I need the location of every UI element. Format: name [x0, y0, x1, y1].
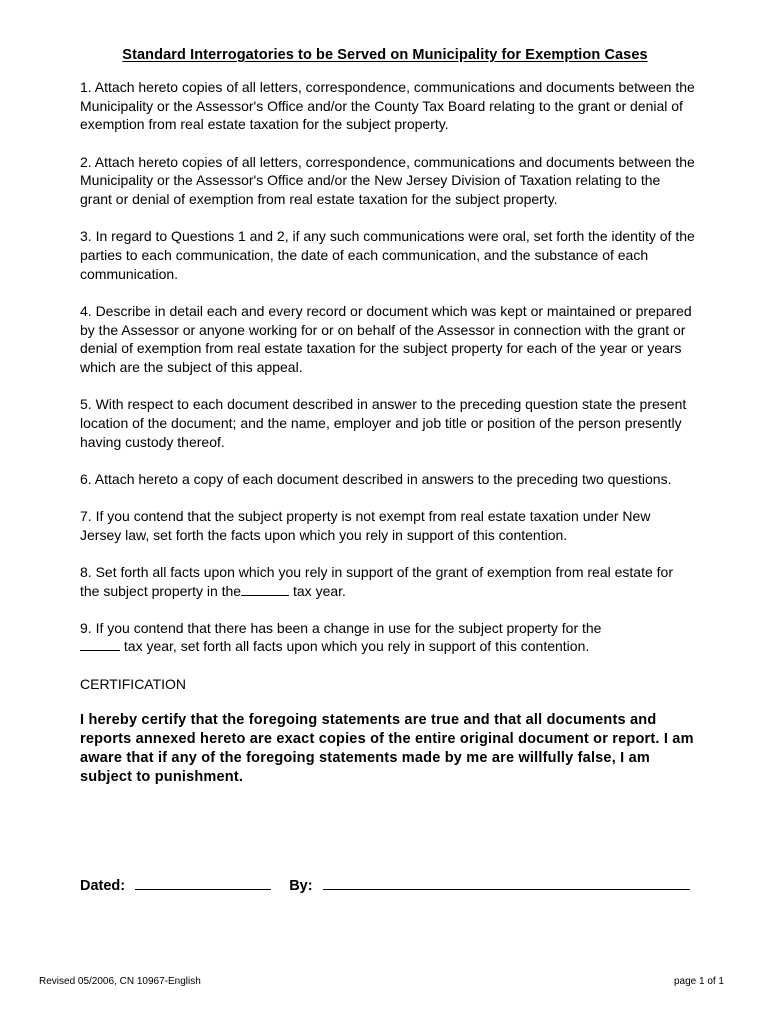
- question-9: [80, 619, 695, 656]
- page-title: Standard Interrogatories to be Served on Municipality for Exemption Cases: [122, 47, 648, 63]
- question-4: 4. Describe in detail each and every record or document which was kept or maintained or prepared by the Assessor or anyone working for or on behalf of the Assessor in connection with the grant or denial of exemption from real estate taxation for the subject property for each of the year or years which are the subject of this appeal.: [80, 302, 692, 375]
- question-1: 1. Attach hereto copies of all letters, correspondence, communications and documents between the Municipality or the Assessor's Office and/or the County Tax Board relating to the grant or denial of exemption from real estate taxation for the subject property.: [80, 79, 695, 133]
- signature-field[interactable]: [323, 876, 690, 890]
- question-7: 7. If you contend that the subject property is not exempt from real estate taxation under New Jersey law, set forth the facts upon which you rely in support of this contention.: [80, 507, 651, 543]
- question-8: [80, 563, 695, 600]
- question-9-text: 9. If you contend that there has been a change in use for the subject property for the: [80, 619, 602, 636]
- interrogatories-body: [80, 78, 695, 787]
- question-6: 6. Attach hereto a copy of each document described in answers to the preceding two questions.: [80, 470, 672, 487]
- tax-year-blank-field[interactable]: [241, 583, 289, 596]
- revision-footer: Revised 05/2006, CN 10967-English: [39, 976, 201, 987]
- certification-heading: CERTIFICATION: [80, 675, 187, 692]
- certification-statement: I hereby certify that the foregoing statements are true and that all documents and reports annexed hereto are exact copies of the entire original document or report. I am aware that if any of the foregoing statements made by me are willfully false, I am subject to punishment.: [80, 712, 694, 786]
- question-2: 2. Attach hereto copies of all letters, correspondence, communications and documents between the Municipality or the Assessor's Office and/or the New Jersey Division of Taxation relating to the grant or denial of exemption from real estate taxation for the subject property.: [80, 153, 695, 208]
- question-5: 5. With respect to each document described in answer to the preceding question state the present location of the document; and the name, employer and job title or position of the person presently having custody thereof.: [80, 396, 687, 450]
- change-of-use-tax-year-blank-field[interactable]: [80, 638, 120, 651]
- dated-label: Dated:: [80, 878, 126, 894]
- signature-row: [80, 876, 695, 894]
- question-9-text-end: tax year, set forth all facts upon which you rely in support of this contention.: [120, 638, 590, 655]
- by-label: By:: [289, 878, 313, 894]
- question-8-text: 8. Set forth all facts upon which you rely in support of the grant of exemption from real estate for the subject property in the: [80, 563, 673, 599]
- page-number: page 1 of 1: [673, 976, 724, 987]
- question-8-text-end: tax year.: [289, 582, 346, 599]
- question-3: 3. In regard to Questions 1 and 2, if any such communications were oral, set forth the identity of the parties to each communication, the date of each communication, and the substance of each communication.: [80, 228, 695, 282]
- dated-field[interactable]: [135, 876, 271, 890]
